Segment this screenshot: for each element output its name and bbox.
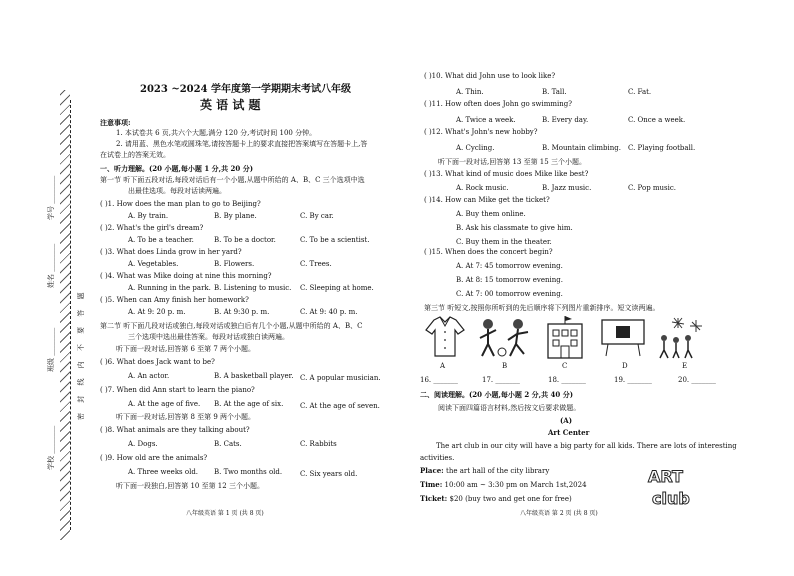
q1-option-b: B. By plane. bbox=[214, 212, 257, 220]
seal-line bbox=[70, 100, 71, 530]
seal-notice: 密 封 线 内 不 要 答 题 bbox=[77, 288, 85, 420]
q8-option-b: B. Cats. bbox=[214, 440, 242, 448]
q4-option-a: A. Running in the park. bbox=[128, 284, 211, 292]
q15-option-a: A. At 7: 45 tomorrow evening. bbox=[456, 262, 563, 270]
question-11: ( )11. How often does John go swimming? bbox=[424, 100, 572, 108]
q2-option-a: A. To be a teacher. bbox=[128, 236, 194, 244]
question-9: ( )9. How old are the animals? bbox=[100, 454, 208, 462]
q3-option-c: C. Trees. bbox=[300, 260, 332, 268]
part-2-sub-4: 听下面一段对话,回答第 13 至第 15 三个小题。 bbox=[438, 158, 586, 166]
q4-option-c: C. Sleeping at home. bbox=[300, 284, 374, 292]
q14-option-c: C. Buy them in the theater. bbox=[456, 238, 552, 246]
note-2: 2. 请用蓝、黑色水笔或圆珠笔,请按答题卡上的要求直接把答案填写在答题卡上,答 bbox=[116, 140, 368, 148]
football-players-icon bbox=[476, 314, 534, 360]
binding-margin bbox=[0, 0, 88, 576]
section-2-title: 二、阅读理解。(20 小题,每小题 2 分,共 40 分) bbox=[420, 390, 574, 399]
q10-option-c: C. Fat. bbox=[628, 88, 652, 96]
q7-option-c: C. At the age of seven. bbox=[300, 402, 380, 410]
svg-text:ART: ART bbox=[648, 467, 683, 486]
note-3: 在试卷上的答案无效。 bbox=[100, 151, 170, 159]
page-2-footer: 八年级英语 第 2 页 (共 8 页) bbox=[520, 510, 598, 517]
question-15: ( )15. When does the concert begin? bbox=[424, 248, 553, 256]
exam-subject: 英 语 试 题 bbox=[200, 98, 261, 112]
q9-option-a: A. Three weeks old. bbox=[128, 468, 199, 476]
notes-title: 注意事项: bbox=[100, 118, 131, 127]
q4-option-b: B. Listening to music. bbox=[214, 284, 292, 292]
q7-option-b: B. At the age of six. bbox=[214, 400, 284, 408]
question-14: ( )14. How can Mike get the ticket? bbox=[424, 196, 550, 204]
q12-option-c: C. Playing football. bbox=[628, 144, 696, 152]
q14-option-b: B. Ask his classmate to give him. bbox=[456, 224, 573, 232]
q13-option-a: A. Rock music. bbox=[456, 184, 509, 192]
q10-option-b: B. Tall. bbox=[542, 88, 567, 96]
passage-text-2: activities. bbox=[420, 454, 455, 462]
section-1-title: 一、听力理解。(20 小题,每小题 1 分,共 20 分) bbox=[100, 164, 254, 173]
q8-option-a: A. Dogs. bbox=[128, 440, 158, 448]
blank-17[interactable]: 17. _______ bbox=[482, 376, 520, 384]
q5-option-b: B. At 9:30 p. m. bbox=[214, 308, 270, 316]
reading-intro: 阅读下面四篇语言材料,然后按文后要求做题。 bbox=[438, 404, 581, 412]
q11-option-a: A. Twice a week. bbox=[456, 116, 516, 124]
picture-c-building bbox=[540, 314, 590, 360]
field-class: 班级 ________ bbox=[47, 327, 55, 372]
question-10: ( )10. What did John use to look like? bbox=[424, 72, 556, 80]
art-club-logo-icon bbox=[642, 464, 702, 510]
picture-label-c: C bbox=[562, 362, 568, 370]
question-8: ( )8. What animals are they talking about? bbox=[100, 426, 250, 434]
part-1-instructions-2: 出最佳选项。每段对话读两遍。 bbox=[128, 187, 226, 195]
q13-option-b: B. Jazz music. bbox=[542, 184, 592, 192]
page-1-footer: 八年级英语 第 1 页 (共 8 页) bbox=[186, 510, 264, 517]
question-13: ( )13. What kind of music does Mike like best? bbox=[424, 170, 589, 178]
picture-e-fireworks bbox=[652, 314, 704, 360]
field-school: 学校 ________ bbox=[47, 425, 55, 470]
picture-d-screen bbox=[598, 314, 648, 360]
field-name: 姓名 ________ bbox=[47, 243, 55, 288]
note-1: 1. 本试卷共 6 页,共六个大题,满分 120 分,考试时间 100 分钟。 bbox=[116, 129, 317, 137]
part-2-instructions-2: 三个选项中选出最佳答案。每段对话或独白读两遍。 bbox=[128, 333, 289, 341]
picture-label-d: D bbox=[622, 362, 628, 370]
part-2-instructions: 第二节 听下面几段对话或独白,每段对话或独白后有几个小题,从题中所给的 A、B、C bbox=[100, 322, 363, 330]
svg-text:club: club bbox=[652, 489, 690, 508]
q12-option-b: B. Mountain climbing. bbox=[542, 144, 621, 152]
part-2-sub-3: 听下面一段独白,回答第 10 至第 12 三个小题。 bbox=[116, 482, 264, 490]
picture-label-e: E bbox=[682, 362, 688, 370]
q7-option-a: A. At the age of five. bbox=[128, 400, 201, 408]
q15-option-c: C. At 7: 00 tomorrow evening. bbox=[456, 290, 563, 298]
binding-stripe bbox=[60, 90, 70, 540]
shirt-icon bbox=[424, 314, 466, 360]
question-12: ( )12. What's John's new hobby? bbox=[424, 128, 538, 136]
q14-option-a: A. Buy them online. bbox=[456, 210, 526, 218]
question-2: ( )2. What's the girl's dream? bbox=[100, 224, 204, 232]
q3-option-a: A. Vegetables. bbox=[128, 260, 179, 268]
q10-option-a: A. Thin. bbox=[456, 88, 484, 96]
part-1-instructions: 第一节 听下面五段对话,每段对话后有一个小题,从题中所给的 A、B、C 三个选项中选 bbox=[100, 176, 365, 184]
question-4: ( )4. What was Mike doing at nine this morning? bbox=[100, 272, 272, 280]
ticket-line: Ticket: $20 (buy two and get one for free) bbox=[420, 494, 572, 503]
q6-option-c: C. A popular musician. bbox=[300, 374, 381, 382]
q8-option-c: C. Rabbits bbox=[300, 440, 337, 448]
q13-option-c: C. Pop music. bbox=[628, 184, 677, 192]
q15-option-b: B. At 8: 15 tomorrow evening. bbox=[456, 276, 563, 284]
q6-option-a: A. An actor. bbox=[128, 372, 170, 380]
q5-option-c: C. At 9: 40 p. m. bbox=[300, 308, 358, 316]
question-1: ( )1. How does the man plan to go to Beijing? bbox=[100, 200, 261, 208]
blackboard-icon bbox=[598, 314, 648, 360]
question-6: ( )6. What does Jack want to be? bbox=[100, 358, 215, 366]
fireworks-people-icon bbox=[652, 314, 704, 360]
picture-a-shirt bbox=[424, 314, 466, 360]
passage-title: Art Center bbox=[548, 428, 590, 437]
question-5: ( )5. When can Amy finish her homework? bbox=[100, 296, 249, 304]
picture-b-football bbox=[476, 314, 534, 360]
time-line: Time: 10:00 am ~ 3:30 pm on March 1st,2024 bbox=[420, 480, 587, 489]
q9-option-c: C. Six years old. bbox=[300, 470, 358, 478]
q1-option-c: C. By car. bbox=[300, 212, 334, 220]
field-id: 学号 ________ bbox=[47, 175, 55, 220]
q6-option-b: B. A basketball player. bbox=[214, 372, 294, 380]
blank-18[interactable]: 18. _______ bbox=[548, 376, 586, 384]
q9-option-b: B. Two months old. bbox=[214, 468, 283, 476]
art-club-logo bbox=[642, 464, 702, 510]
passage-label: (A) bbox=[560, 416, 573, 425]
passage-text-1: The art club in our city will have a big party for all kids. There are lots of interesting bbox=[436, 442, 737, 450]
place-line: Place: the art hall of the city library bbox=[420, 466, 550, 475]
part-2-sub-2: 听下面一段对话,回答第 8 至第 9 两个小题。 bbox=[116, 413, 256, 421]
picture-label-b: B bbox=[502, 362, 508, 370]
q11-option-b: B. Every day. bbox=[542, 116, 589, 124]
q11-option-c: C. Once a week. bbox=[628, 116, 686, 124]
exam-title: 2023 ~2024 学年度第一学期期末考试八年级 bbox=[140, 84, 352, 95]
building-icon bbox=[540, 314, 590, 360]
picture-label-a: A bbox=[440, 362, 446, 370]
part-3-instructions: 第三节 听短文,按照你所听到的先后顺序将下列图片重新排序。短文读两遍。 bbox=[424, 304, 660, 312]
q1-option-a: A. By train. bbox=[128, 212, 169, 220]
blank-16[interactable]: 16. _______ bbox=[420, 376, 458, 384]
q5-option-a: A. At 9: 20 p. m. bbox=[128, 308, 186, 316]
part-2-sub-1: 听下面一段对话,回答第 6 至第 7 两个小题。 bbox=[116, 345, 256, 353]
q3-option-b: B. Flowers. bbox=[214, 260, 255, 268]
q12-option-a: A. Cycling. bbox=[456, 144, 495, 152]
question-3: ( )3. What does Linda grow in her yard? bbox=[100, 248, 242, 256]
q2-option-c: C. To be a scientist. bbox=[300, 236, 370, 244]
question-7: ( )7. When did Ann start to learn the piano? bbox=[100, 386, 255, 394]
blank-20[interactable]: 20. _______ bbox=[678, 376, 716, 384]
q2-option-b: B. To be a doctor. bbox=[214, 236, 276, 244]
blank-19[interactable]: 19. _______ bbox=[614, 376, 652, 384]
